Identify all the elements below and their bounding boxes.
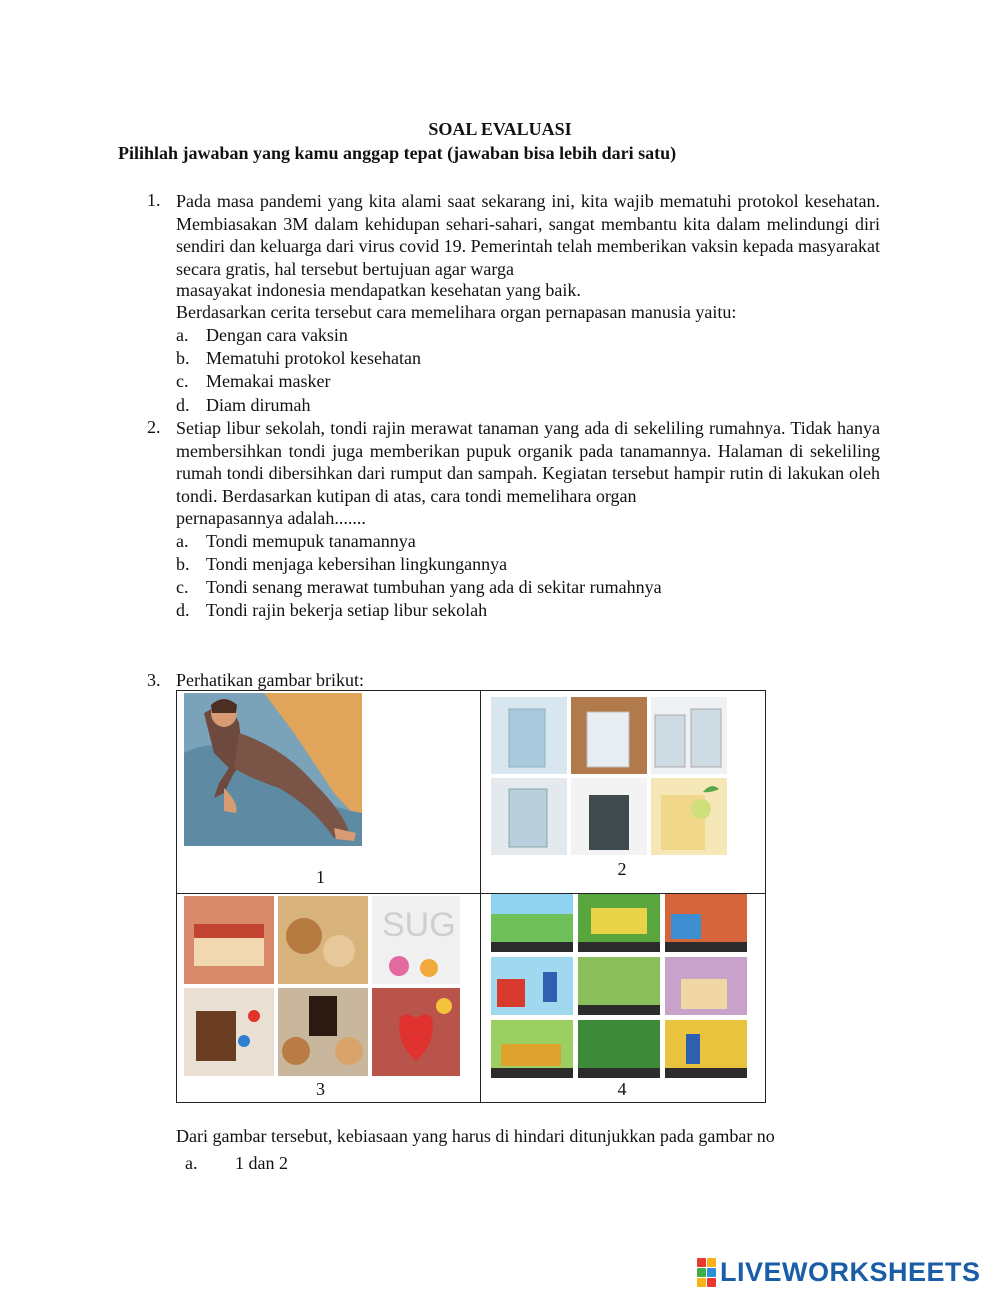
option-text: Tondi senang merawat tumbuhan yang ada di sekitar rumahnya [206, 577, 662, 597]
page-title: SOAL EVALUASI [428, 119, 572, 139]
option-letter: a. [185, 1153, 198, 1173]
q2-number: 2. [147, 417, 161, 437]
q2-text-last: pernapasannya adalah....... [176, 508, 366, 528]
option-letter: b. [176, 554, 190, 574]
brand-name: LIVEWORKSHEETS [720, 1256, 981, 1287]
q3-number: 3. [147, 670, 161, 690]
option-letter: b. [176, 348, 190, 368]
q2-option-b[interactable] [176, 554, 507, 575]
option-letter: a. [176, 531, 189, 551]
q1-number: 1. [147, 190, 161, 210]
q2-text: Setiap libur sekolah, tondi rajin merawat tanaman yang ada di sekeliling rumahnya. Tidak hanya membersihkan tondi juga memberikan pupuk organik pada tanamannya. Halaman di sekeliling rumah tondi dibersihkan dari rumput dan sampah. Kegiatan tersebut hampir rutin di lakukan oleh tondi. Berdasarkan kutipan di atas, cara tondi memelihara organ [176, 418, 880, 506]
option-text: Memakai masker [206, 371, 331, 391]
q3-option-a[interactable] [185, 1153, 288, 1174]
option-letter: c. [176, 577, 189, 597]
option-text: Tondi rajin bekerja setiap libur sekolah [206, 600, 488, 620]
caption-4: 4 [617, 1079, 627, 1099]
sleeping-person-image [184, 693, 362, 846]
instruction: Pilihlah jawaban yang kamu anggap tepat (jawaban bisa lebih dari satu) [118, 143, 677, 163]
option-text: Tondi memupuk tanamannya [206, 531, 416, 551]
option-text: Mematuhi protokol kesehatan [206, 348, 421, 368]
q1-option-c[interactable] [176, 371, 330, 392]
option-text: Diam dirumah [206, 395, 311, 415]
svg-text:SUG: SUG [382, 906, 456, 944]
q2-option-a[interactable] [176, 531, 416, 552]
q3-question: Dari gambar tersebut, kebiasaan yang harus di hindari ditunjukkan pada gambar no [176, 1126, 775, 1146]
image-grid [176, 690, 766, 1103]
image-cell-2 [481, 691, 766, 894]
option-text: Dengan cara vaksin [206, 325, 348, 345]
sweets-image [184, 896, 460, 1076]
option-letter: c. [176, 371, 189, 391]
q3-prompt: Perhatikan gambar brikut: [176, 670, 364, 690]
caption-2: 2 [617, 859, 627, 879]
caption-3: 3 [316, 1079, 325, 1099]
q1-question: Berdasarkan cerita tersebut cara memelihara organ pernapasan manusia yaitu: [176, 302, 737, 322]
option-text: 1 dan 2 [235, 1153, 288, 1173]
caption-1: 1 [316, 867, 325, 887]
q1-text-last: masayakat indonesia mendapatkan kesehatan yang baik. [176, 280, 581, 300]
q2-option-d[interactable] [176, 600, 487, 621]
q1-text: Pada masa pandemi yang kita alami saat sekarang ini, kita wajib mematuhi protokol kesehatan. Membiasakan 3M dalam kehidupan sehari-sahari, sangat membantu kita dalam melindungi diri sendiri dan keluarga dari virus covid 19. Pemerintah telah memberikan vaksin kepada masyarakat secara gratis, hal tersebut bertujuan agar warga [176, 191, 880, 279]
cartoon-scenes-image [491, 894, 747, 1078]
q1-option-a[interactable] [176, 325, 348, 346]
q1-option-b[interactable] [176, 348, 421, 369]
q2-option-c[interactable] [176, 577, 662, 598]
logo-blocks-icon [697, 1258, 716, 1287]
option-letter: d. [176, 600, 190, 620]
image-cell-3 [177, 894, 481, 1103]
option-letter: d. [176, 395, 190, 415]
liveworksheets-logo [697, 1256, 981, 1288]
option-letter: a. [176, 325, 189, 345]
option-text: Tondi menjaga kebersihan lingkungannya [206, 554, 508, 574]
q1-option-d[interactable] [176, 395, 310, 416]
water-glasses-image [491, 697, 727, 855]
image-cell-1 [177, 691, 481, 894]
image-cell-4 [481, 894, 766, 1103]
